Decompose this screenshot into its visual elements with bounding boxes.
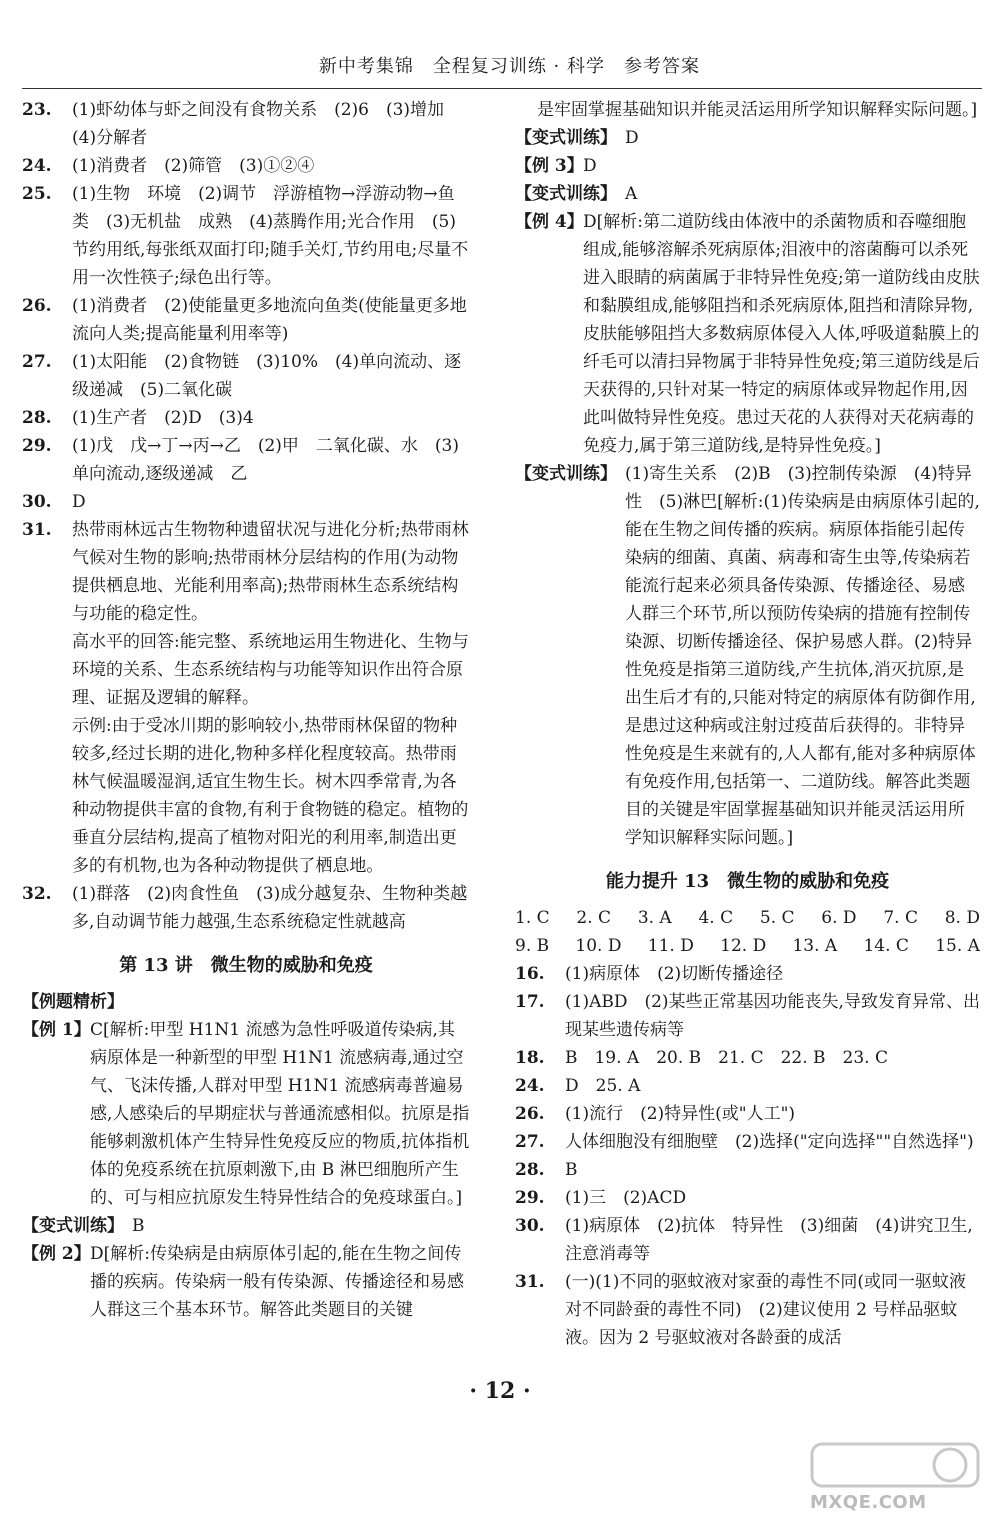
answer-25: 25. (1)生物 环境 (2)调节 浮游植物→浮游动物→鱼类 (3)无机盐 成熟 (4)蒸腾作用;光合作用 (5)节约用纸,每张纸双面打印;随手关灯,节约用电;尽量不用一次性筷子;绿色出行等。: [22, 184, 469, 288]
answer-r24: 24. D 25. A: [515, 1076, 641, 1096]
variant-3: 【变式训练】 A: [515, 184, 638, 204]
answer-31-example: 示例:由于受冰川期的影响较小,热带雨林保留的物种较多,经过长期的进化,物种多样化程度较高。热带雨林气候温暖湿润,适宜生物生长。树木四季常青,为各种动物提供丰富的食物,有利于食物链的稳定。植物的垂直分层结构,提高了植物对阳光的利用率,制造出更多的有机物,也为各种动物提供了栖息地。: [72, 716, 469, 876]
right-column: [515, 96, 980, 1352]
answer-26: 26. (1)消费者 (2)使能量更多地流向鱼类(使能量更多地流向人类;提高能量利用率等): [22, 296, 467, 344]
answer-28: 28. (1)生产者 (2)D (3)4: [22, 408, 254, 428]
choice-answer: 11. D: [647, 936, 694, 956]
answer-r28: 28. B: [515, 1160, 578, 1180]
answer-30: 30. D: [22, 492, 86, 512]
answer-r16: 16. (1)病原体 (2)切断传播途径: [515, 964, 784, 984]
choice-answer: 3. A: [637, 908, 672, 928]
answer-r26: 26. (1)流行 (2)特异性(或"人工"): [515, 1104, 796, 1124]
choice-answer: 7. C: [883, 908, 918, 928]
answer-r27: 27. 人体细胞没有细胞壁 (2)选择("定向选择""自然选择"): [515, 1132, 974, 1152]
answer-r17: 17. (1)ABD (2)某些正常基因功能丧失,导致发育异常、出现某些遗传病等: [515, 992, 980, 1040]
choice-answer: 9. B: [515, 936, 550, 956]
answer-24: 24. (1)消费者 (2)筛管 (3)①②④: [22, 156, 315, 176]
choice-answer: 6. D: [821, 908, 857, 928]
choice-answer: 13. A: [792, 936, 838, 956]
choice-answer: 15. A: [935, 936, 980, 956]
answer-23: 23. (1)虾幼体与虾之间没有食物关系 (2)6 (3)增加 (4)分解者: [22, 100, 462, 148]
watermark-text: MXQE.COM: [810, 1492, 927, 1513]
left-column: [22, 96, 470, 1324]
watermark-stamp-icon: [810, 1440, 980, 1490]
page-number: · 12 ·: [469, 1378, 531, 1404]
variant-2: 【变式训练】 D: [515, 128, 639, 148]
analysis-heading: 【例题精析】: [22, 992, 124, 1012]
example-3: 【例 3】 D: [515, 156, 597, 176]
answer-r30: 30. (1)病原体 (2)抗体 特异性 (3)细菌 (4)讲究卫生,注意消毒等: [515, 1216, 973, 1264]
variant-4: 【变式训练】 (1)寄生关系 (2)B (3)控制传染源 (4)特异性 (5)淋巴[解析:(1)传染病是由病原体引起的,能在生物之间传播的疾病。病原体指能引起传染病的细菌、真菌、病毒和寄生虫等,传染病若能流行起来必须具备传染源、传播途径、易感人群三个环节,所以预防传染病的措施有控制传染源、切断传播途径、保护易感人群。(2)特异性免疫是指第三道防线,产生抗体,消灭抗原,是出生后才有的,只能对特定的病原体有防御作用,是患过这种病或注射过疫苗后获得的。非特异性免疫是生来就有的,人人都有,能对多种病原体有免疫作用,包括第一、二道防线。解答此类题目的关键是牢固掌握基础知识并能灵活运用所学知识解释实际问题。]: [515, 464, 980, 848]
choice-answer: 4. C: [698, 908, 734, 928]
choice-answer: 5. C: [759, 908, 795, 928]
watermark-logo: [800, 1440, 990, 1520]
choice-answer: 14. C: [863, 936, 909, 956]
example-2: 【例 2】 D[解析:传染病是由病原体引起的,能在生物之间传播的疾病。传染病一般有传染源、传播途径和易感人群这三个基本环节。解答此类题目的关键: [22, 1244, 464, 1320]
answer-32: 32. (1)群落 (2)肉食性鱼 (3)成分越复杂、生物种类越多,自动调节能力越强,生态系统稳定性就越高: [22, 884, 468, 932]
choice-answers-row-1: [515, 904, 980, 932]
variant-1: 【变式训练】 B: [22, 1216, 145, 1236]
section-title-ability-13: 能力提升 13 微生物的威胁和免疫: [605, 871, 890, 892]
answer-r29: 29. (1)三 (2)ACD: [515, 1188, 687, 1208]
answer-31: 31. 热带雨林远古生物物种遗留状况与进化分析;热带雨林气候对生物的影响;热带雨林分层结构的作用(为动物提供栖息地、光能利用率高);热带雨林生态系统结构与功能的稳定性。: [22, 520, 469, 624]
header-rule: [22, 88, 982, 89]
example-2-continued: 是牢固掌握基础知识并能灵活运用所学知识解释实际问题。]: [537, 100, 978, 120]
answer-29: 29. (1)戊 戊→丁→丙→乙 (2)甲 二氧化碳、水 (3)单向流动,逐级递减 乙: [22, 436, 459, 484]
answer-31-high-level: 高水平的回答:能完整、系统地运用生物进化、生物与环境的关系、生态系统结构与功能等知识作出符合原理、证据及逻辑的解释。: [72, 632, 469, 708]
answer-r31: 31. (一)(1)不同的驱蚊液对家蚕的毒性不同(或同一驱蚊液对不同龄蚕的毒性不同) (2)建议使用 2 号样品驱蚊液。因为 2 号驱蚊液对各龄蚕的成活: [515, 1272, 966, 1348]
running-header: 新中考集锦 全程复习训练 · 科学 参考答案: [318, 56, 700, 77]
answer-27: 27. (1)太阳能 (2)食物链 (3)10% (4)单向流动、逐级递减 (5)二氧化碳: [22, 352, 462, 400]
choice-answer: 2. C: [576, 908, 612, 928]
choice-answers-row-2: [515, 932, 980, 960]
choice-answer: 12. D: [720, 936, 767, 956]
choice-answer: 8. D: [944, 908, 980, 928]
example-4: 【例 4】 D[解析:第二道防线由体液中的杀菌物质和吞噬细胞组成,能够溶解杀死病原体;泪液中的溶菌酶可以杀死进入眼睛的病菌属于非特异性免疫;第一道防线由皮肤和黏膜组成,能够阻挡和杀死病原体,阻挡和清除异物,皮肤能够阻挡大多数病原体侵入人体,呼吸道黏膜上的纤毛可以清扫异物属于非特异性免疫;第三道防线是后天获得的,只针对某一特定的病原体或异物起作用,因此叫做特异性免疫。患过天花的人获得对天花病毒的免疫力,属于第三道防线,是特异性免疫。]: [515, 212, 980, 456]
section-title-lecture-13: 第 13 讲 微生物的威胁和免疫: [119, 955, 373, 976]
answer-r18: 18. B 19. A 20. B 21. C 22. B 23. C: [515, 1048, 888, 1068]
example-1: 【例 1】 C[解析:甲型 H1N1 流感为急性呼吸道传染病,其病原体是一种新型的甲型 H1N1 流感病毒,通过空气、飞沫传播,人群对甲型 H1N1 流感病毒普遍易感,人感染后的早期症状与普通流感相似。抗原是指能够刺激机体产生特异性免疫反应的物质,抗体指机体的免疫系统在抗原刺激下,由 B 淋巴细胞所产生的、可与相应抗原发生特异性结合的免疫球蛋白。]: [22, 1020, 470, 1208]
choice-answer: 1. C: [515, 908, 550, 928]
choice-answer: 10. D: [575, 936, 622, 956]
